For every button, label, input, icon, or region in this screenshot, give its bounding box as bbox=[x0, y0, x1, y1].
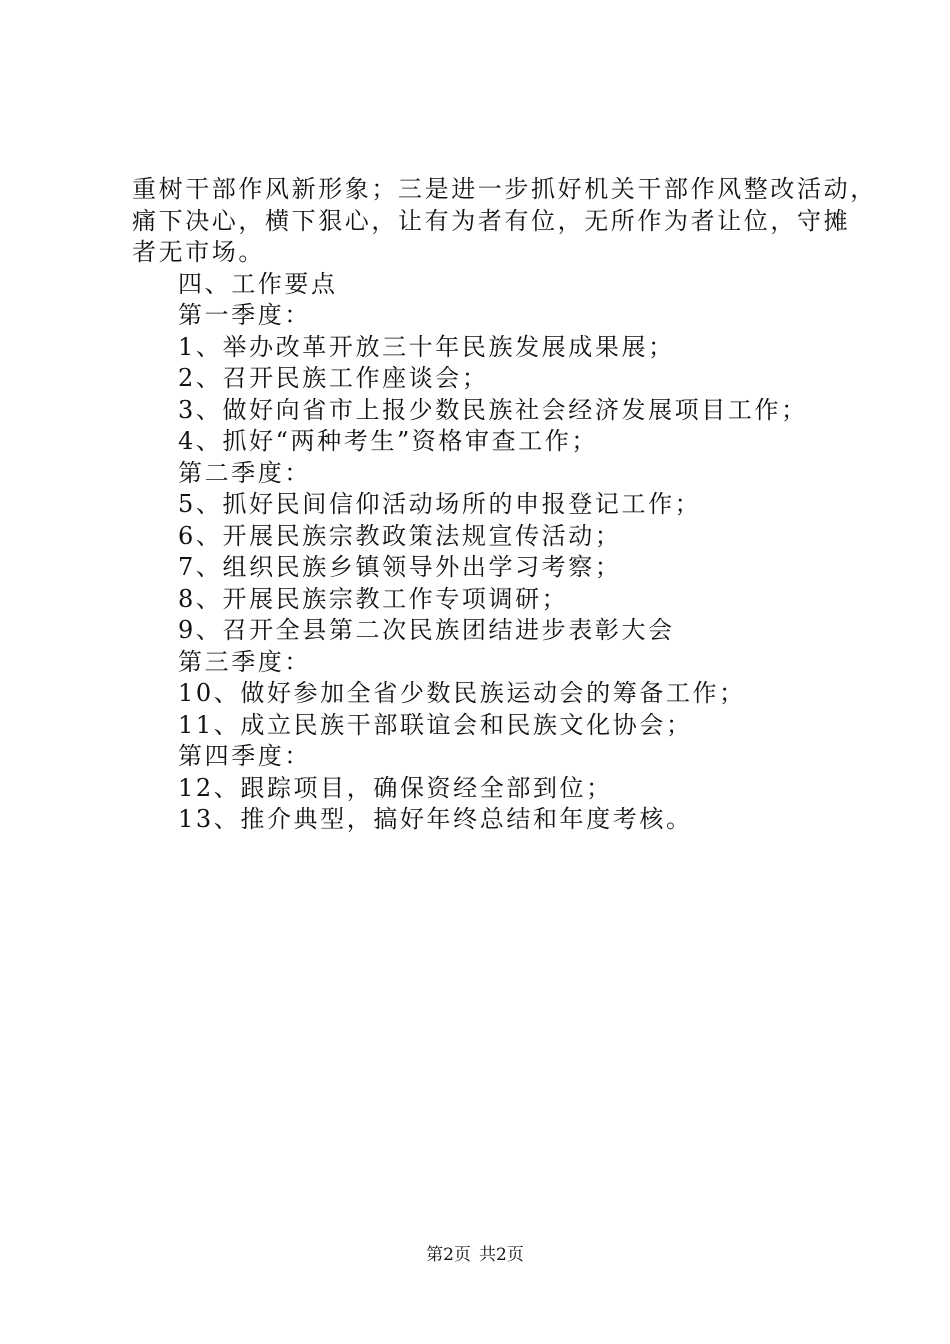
list-item: 12、跟踪项目，确保资经全部到位； bbox=[178, 773, 613, 802]
list-item: 6、开展民族宗教政策法规宣传活动； bbox=[178, 521, 622, 550]
list-item: 9、召开全县第二次民族团结进步表彰大会 bbox=[178, 616, 675, 644]
quarter-3-heading: 第三季度： bbox=[178, 647, 311, 676]
list-item: 13、推介典型，搞好年终总结和年度考核。 bbox=[178, 805, 693, 833]
list-item: 11、成立民族干部联谊会和民族文化协会； bbox=[178, 710, 693, 739]
page-number: 第2页 bbox=[426, 1245, 471, 1265]
paragraph-line: 痛下决心，横下狠心，让有为者有位，无所作为者让位，守摊 bbox=[132, 206, 851, 235]
quarter-2-heading: 第二季度： bbox=[178, 458, 311, 487]
list-item: 7、组织民族乡镇领导外出学习考察； bbox=[178, 553, 622, 581]
list-item: 1、举办改革开放三十年民族发展成果展； bbox=[178, 332, 675, 361]
paragraph-line: 重树干部作风新形象；三是进一步抓好机关干部作风整改活动， bbox=[132, 175, 877, 203]
list-item: 8、开展民族宗教工作专项调研； bbox=[178, 584, 569, 613]
list-item: 3、做好向省市上报少数民族社会经济发展项目工作； bbox=[178, 395, 808, 424]
quarter-1-heading: 第一季度： bbox=[178, 301, 311, 329]
list-item: 2、召开民族工作座谈会； bbox=[178, 364, 489, 392]
list-item: 4、抓好“两种考生”资格审查工作； bbox=[178, 427, 599, 455]
page-footer bbox=[0, 1244, 950, 1266]
paragraph-line: 者无市场。 bbox=[132, 238, 265, 266]
page-total: 共2页 bbox=[479, 1245, 524, 1265]
document-body bbox=[132, 174, 877, 836]
list-item: 5、抓好民间信仰活动场所的申报登记工作； bbox=[178, 490, 702, 518]
section-heading: 四、工作要点 bbox=[178, 269, 338, 298]
list-item: 10、做好参加全省少数民族运动会的筹备工作； bbox=[178, 679, 746, 707]
quarter-4-heading: 第四季度： bbox=[178, 742, 311, 770]
